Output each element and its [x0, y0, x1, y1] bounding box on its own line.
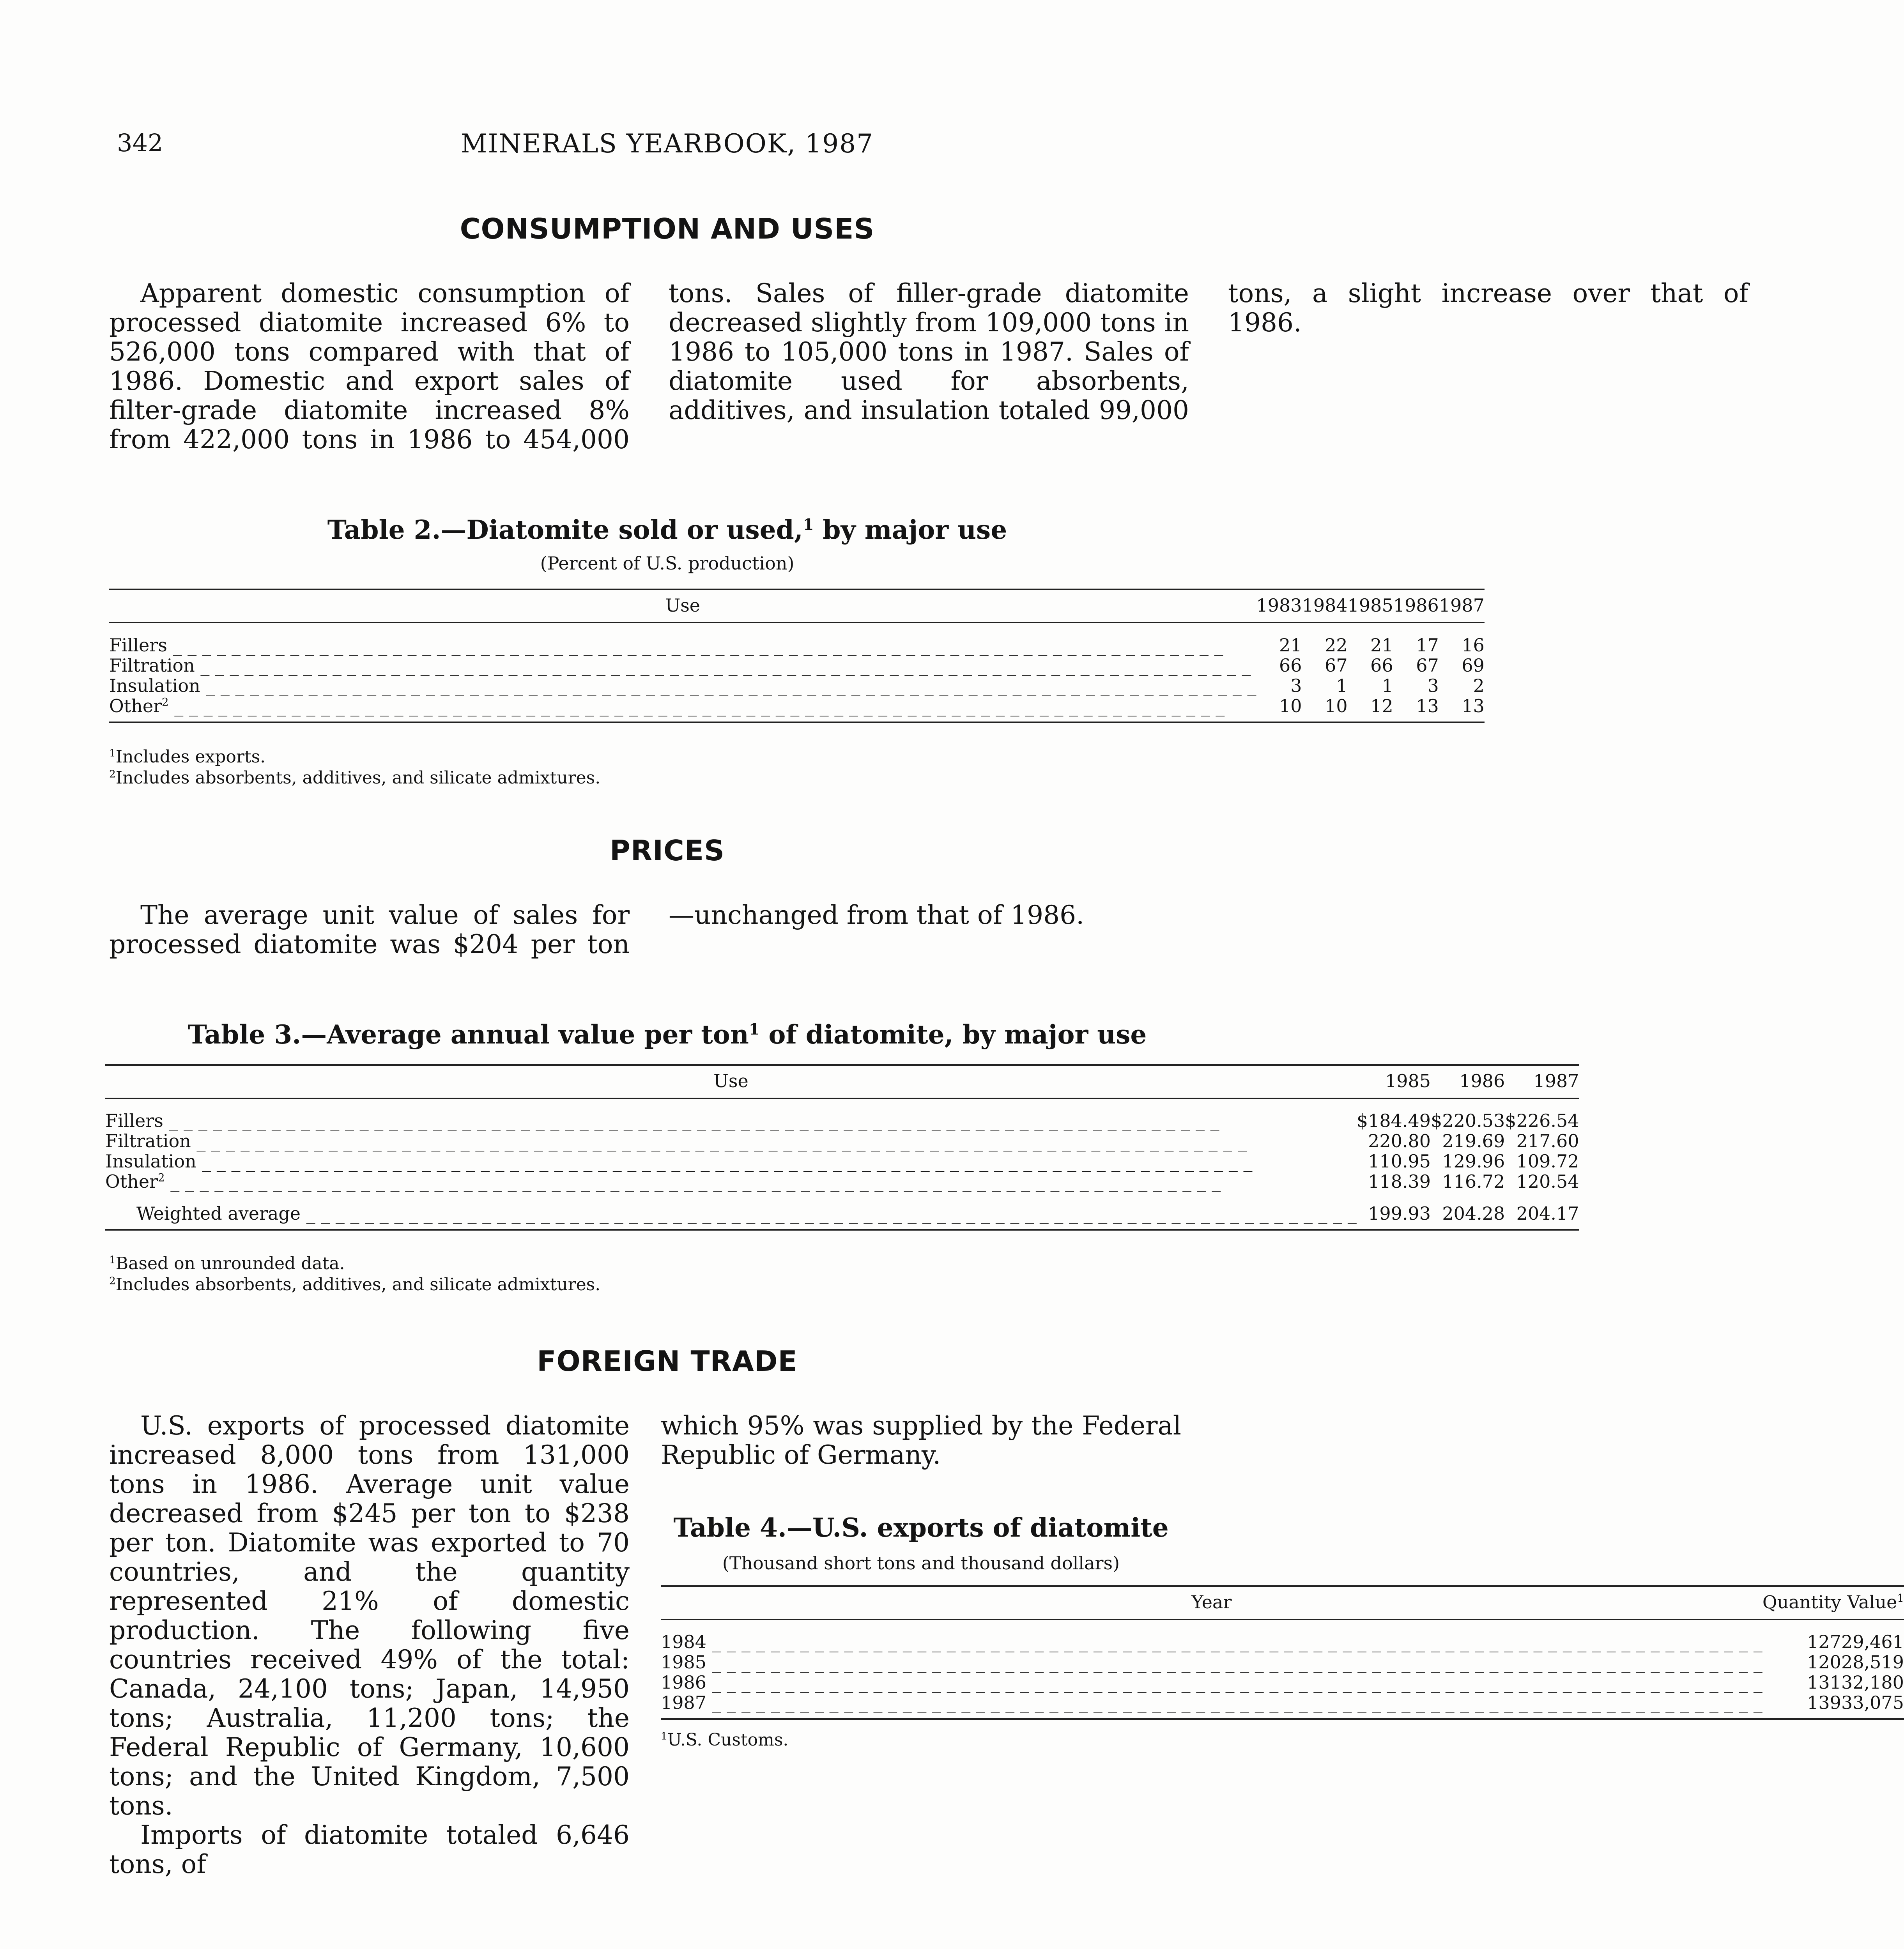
table3-footnotes — [109, 1253, 811, 1295]
table2-col-year: 1986 — [1393, 589, 1439, 623]
table2-subtitle: (Percent of U.S. production) — [540, 553, 795, 574]
cell: 109.72 — [1516, 1151, 1579, 1172]
table-row — [109, 696, 1485, 722]
cell: $226.54 — [1505, 1110, 1579, 1131]
cell: 13 — [1393, 696, 1439, 722]
cell: 199.93 — [1357, 1192, 1431, 1230]
table-row — [109, 676, 1485, 696]
cell: 17 — [1416, 635, 1439, 656]
table-row — [105, 1151, 1579, 1171]
table-row — [105, 1131, 1579, 1151]
table4-header-row — [661, 1586, 1904, 1620]
footnote: $^1$Includes exports. — [109, 747, 266, 767]
footnote: $^2$Includes absorbents, additives, and silicate admixtures. — [109, 768, 601, 788]
cell: 127 — [1807, 1631, 1841, 1652]
table2-header-row — [109, 589, 1485, 623]
cell: 1 — [1382, 675, 1393, 696]
table-row — [661, 1693, 1904, 1719]
cell: 13 — [1439, 696, 1485, 722]
cell: 131 — [1807, 1672, 1841, 1693]
cell: 66 — [1279, 655, 1302, 676]
footnote-marker: 2 — [162, 695, 169, 709]
row-label: 1985 — [661, 1652, 707, 1673]
prices-text: The average unit value of sales for processed diatomite was $204 per ton—unchanged from that of 1986. — [109, 900, 1085, 959]
cell: 67 — [1416, 655, 1439, 676]
row-label: Insulation — [109, 675, 200, 696]
running-title: MINERALS YEARBOOK, 1987 — [460, 129, 874, 159]
table3-header-row — [105, 1065, 1579, 1098]
cell: 29,461 — [1841, 1631, 1904, 1652]
footnote: $^1$Based on unrounded data. — [109, 1254, 345, 1273]
cell: 67 — [1325, 655, 1348, 676]
table-row — [661, 1652, 1904, 1672]
paragraph-continued: which 95% was supplied by the Federal Republic of Germany. — [661, 1411, 1181, 1470]
table-row — [105, 1098, 1579, 1131]
cell: 204.17 — [1505, 1192, 1579, 1230]
row-label: Filtration — [105, 1130, 191, 1151]
row-label: 1987 — [661, 1692, 707, 1713]
table2-col-year: 1985 — [1348, 589, 1393, 623]
cell: 129.96 — [1442, 1151, 1505, 1172]
row-label: Other — [109, 695, 162, 716]
table2-col-use: Use — [109, 589, 1256, 623]
row-label: Fillers — [109, 635, 167, 656]
cell: 219.69 — [1442, 1130, 1505, 1151]
page-header — [0, 129, 1334, 172]
table3-col-year: 1987 — [1505, 1065, 1579, 1098]
table4-subtitle: (Thousand short tons and thousand dollars) — [722, 1553, 1120, 1574]
table4-footnote: $^1$U.S. Customs. — [661, 1730, 789, 1750]
table3-title: Table 3.—Average annual value per ton$^1$ of diatomite, by major use — [188, 1019, 1147, 1050]
row-label: Fillers — [105, 1110, 163, 1131]
row-label: Insulation — [105, 1151, 196, 1172]
table-row — [661, 1620, 1904, 1652]
table2-col-year: 1987 — [1439, 589, 1485, 623]
cell: 33,075 — [1841, 1693, 1904, 1719]
row-label: Weighted average — [136, 1203, 301, 1224]
cell: 3 — [1427, 675, 1439, 696]
footnote: $^2$Includes absorbents, additives, and silicate admixtures. — [109, 1275, 601, 1295]
cell: 1 — [1336, 675, 1348, 696]
cell: $184.49 — [1356, 1110, 1431, 1131]
table3-col-year: 1985 — [1357, 1065, 1431, 1098]
foreign-trade-text-right — [661, 1411, 1181, 1470]
table-row — [105, 1171, 1579, 1192]
cell: 66 — [1370, 655, 1393, 676]
foreign-trade-text-left — [109, 1411, 630, 1879]
table2 — [109, 589, 1485, 723]
table4-col-value: Value$^1$ — [1841, 1586, 1904, 1620]
cell: 3 — [1290, 675, 1302, 696]
consumption-heading: CONSUMPTION AND USES — [460, 212, 875, 245]
table4-block — [661, 1512, 1904, 1751]
table3-col-use: Use — [105, 1065, 1357, 1098]
row-label: 1984 — [661, 1631, 707, 1652]
cell: 10 — [1302, 696, 1348, 722]
cell: 16 — [1462, 635, 1485, 656]
cell: 21 — [1370, 635, 1393, 656]
cell: 139 — [1762, 1693, 1841, 1719]
cell: 118.39 — [1368, 1171, 1431, 1192]
table3 — [105, 1064, 1579, 1231]
cell: 69 — [1462, 655, 1485, 676]
cell: 32,180 — [1841, 1672, 1904, 1693]
table4-col-year: Year — [661, 1586, 1762, 1620]
cell: 120 — [1807, 1652, 1841, 1673]
footnote-marker: 2 — [158, 1171, 165, 1184]
table2-col-year: 1983 — [1256, 589, 1302, 623]
table3-col-year: 1986 — [1431, 1065, 1505, 1098]
cell: 217.60 — [1516, 1130, 1579, 1151]
cell: 120.54 — [1516, 1171, 1579, 1192]
cell: 21 — [1279, 635, 1302, 656]
cell: 204.28 — [1431, 1192, 1505, 1230]
cell: 110.95 — [1368, 1151, 1431, 1172]
paragraph: U.S. exports of processed diatomite increased 8,000 tons from 131,000 tons in 1986. Average unit value decreased from $245 per ton to $238 per ton. Diatomite was exported to 70 countries, and the quantity represented 21% of domestic production. The following five countries received 49% of the total: Canada, 24,100 tons; Japan, 14,950 tons; Australia, 11,200 tons; the Federal Republic of Germany, 10,600 tons; and the United Kingdom, 7,500 tons. — [109, 1411, 630, 1821]
row-label: Other — [105, 1171, 158, 1192]
table4-title: Table 4.—U.S. exports of diatomite — [673, 1512, 1169, 1543]
table2-col-year: 1984 — [1302, 589, 1348, 623]
table-row-weighted-average — [105, 1192, 1579, 1230]
table4-col-quantity: Quantity — [1762, 1586, 1841, 1620]
consumption-text: Apparent domestic consumption of processed diatomite increased 6% to 526,000 tons compared with that of 1986. Domestic and export sales of filter-grade diatomite increased 8% from 422,000 tons in 1986 to 454,000 tons. Sales of filler-grade diatomite decreased slightly from 109,000 tons in 1986 to 105,000 tons in 1987. Sales of diatomite used for absorbents, additives, and insulation totaled 99,000 tons, a slight increase over that of 1986. — [109, 278, 1748, 455]
row-label: 1986 — [661, 1672, 707, 1693]
table-row — [109, 655, 1485, 676]
table-row — [661, 1672, 1904, 1693]
cell: 220.80 — [1368, 1130, 1431, 1151]
page-number: 342 — [117, 129, 163, 157]
cell: 116.72 — [1442, 1171, 1505, 1192]
paragraph: Imports of diatomite totaled 6,646 tons, of — [109, 1820, 630, 1879]
cell: 28,519 — [1841, 1652, 1904, 1673]
table2-footnotes — [109, 746, 811, 789]
cell: 12 — [1348, 696, 1393, 722]
cell: 2 — [1473, 675, 1485, 696]
cell: 10 — [1256, 696, 1302, 722]
foreign-trade-heading: FOREIGN TRADE — [537, 1345, 798, 1378]
table2-title: Table 2.—Diatomite sold or used,$^1$ by major use — [327, 515, 1007, 545]
cell: 22 — [1325, 635, 1348, 656]
prices-heading: PRICES — [610, 834, 725, 867]
cell: $220.53 — [1431, 1110, 1505, 1131]
row-label: Filtration — [109, 655, 195, 676]
table-row — [109, 623, 1485, 656]
table4 — [661, 1585, 1904, 1720]
